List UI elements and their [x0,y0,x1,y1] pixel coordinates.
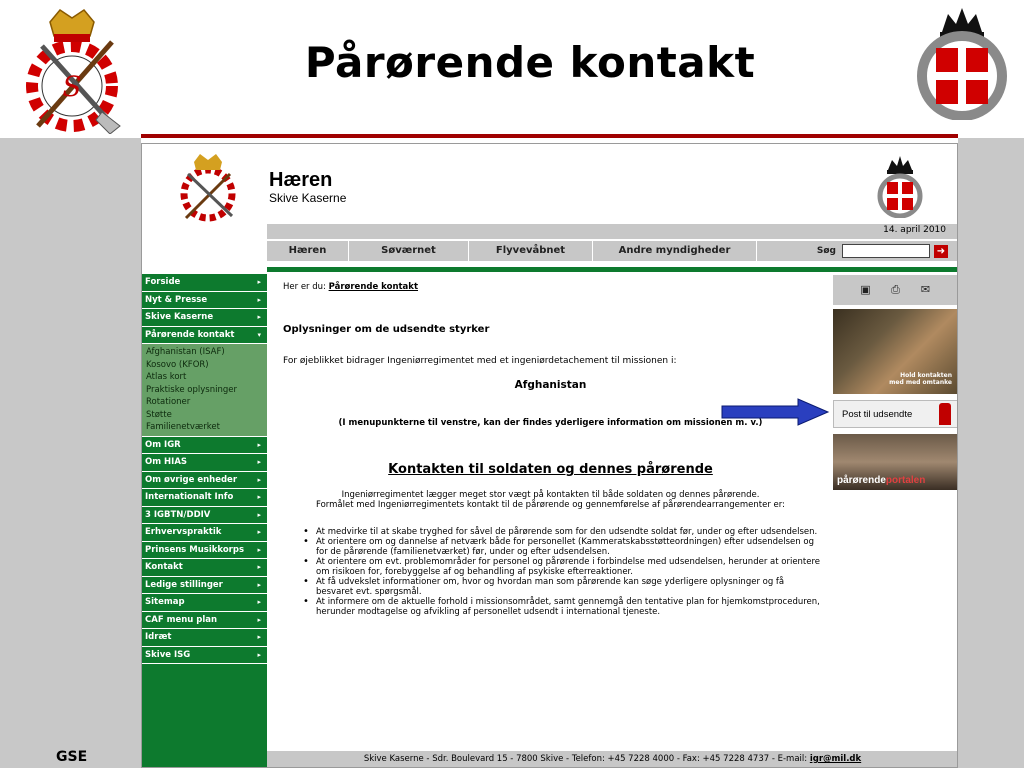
submenu-kosovo[interactable]: Kosovo (KFOR) [146,359,209,370]
arrow-right-icon: ▸ [257,633,261,642]
green-divider [267,267,958,272]
breadcrumb [283,282,418,292]
menu-kontakt[interactable] [142,559,267,577]
purpose-line-1: Ingeniørregimentet lægger meget stor vægt på kontakten til både soldaten og dennes pårørende. [341,490,760,500]
arrow-right-icon: ▸ [257,295,261,304]
breadcrumb-current-link[interactable]: Pårørende kontakt [328,282,419,292]
mail-icon[interactable]: ✉ [920,283,931,296]
danish-army-crown-logo [912,0,1012,120]
menu-paaroerende-kontakt[interactable] [142,327,267,345]
hold-kontakten-text [889,372,952,386]
footer-address: Skive Kaserne - Sdr. Boulevard 15 - 7800 Skive - Telefon: +45 7228 4000 - Fax: +45 7228 4737 - E-mail: [363,754,808,764]
mission-name: Afghanistan [514,379,587,391]
menu-label: Skive ISG [145,649,191,660]
nav-flyvevaabnet[interactable]: Flyvevåbnet [469,241,593,261]
menu-label: Internationalt Info [145,492,234,503]
current-date: 14. april 2010 [883,225,946,235]
bullet-item: • At få udvekslet informationer om, hvor og hvordan man som pårørende kan søge yderligere oplysninger og få besvaret evt. spørgsmål. [303,577,823,597]
menu-om-oevrige-enheder[interactable] [142,472,267,490]
intro-text: For øjeblikket bidrager Ingeniørregimentet med et ingeniørdetachement til missionen i: [283,356,677,366]
menu-3-igbtn-ddiv[interactable] [142,507,267,525]
menu-label: Pårørende kontakt [145,329,235,340]
site-brand-title: Hæren [269,169,333,191]
arrow-right-icon: ▸ [257,650,261,659]
menu-label: Kontakt [145,562,183,573]
post-label: Post til udsendte [842,408,913,420]
menu-label: Forside [145,277,181,288]
arrow-right-icon: ▸ [257,313,261,322]
breadcrumb-prefix: Her er du: [283,282,326,292]
slide-left-band [0,138,141,768]
section-heading: Oplysninger om de udsendte styrker [283,324,490,335]
menu-sitemap[interactable] [142,594,267,612]
arrow-right-icon: ▸ [257,580,261,589]
menu-label: Om øvrige enheder [145,474,238,485]
menu-skive-isg[interactable] [142,647,267,665]
svg-text:S: S [62,70,82,103]
purpose-text [283,490,818,510]
menu-om-hias[interactable] [142,454,267,472]
menu-ledige-stillinger[interactable] [142,577,267,595]
menu-skive-kaserne[interactable] [142,309,267,327]
arrow-right-icon: ▸ [257,458,261,467]
site-crest-logo [176,152,240,222]
search-input[interactable] [842,244,930,258]
menu-note: (I menupunkterne til venstre, kan der findes yderligere information om missionen m. v.) [338,418,763,428]
left-sidebar-menu [142,274,267,767]
arrow-right-icon: ▸ [257,440,261,449]
arrow-right-icon: ▸ [257,598,261,607]
paaroerendeportalen-banner[interactable] [833,434,958,490]
arrow-down-icon: ▾ [257,330,261,339]
hold-text-line-1: Hold kontakten [900,372,952,379]
nav-andre-myndigheder[interactable]: Andre myndigheder [593,241,757,261]
slide-title: Pårørende kontakt [304,38,756,87]
hold-kontakten-banner[interactable] [833,309,958,394]
portal-text [837,475,925,486]
menu-label: Prinsens Musikkorps [145,544,245,555]
site-brand-subtitle: Skive Kaserne [269,191,347,205]
slide-divider [141,134,958,138]
slide-footer-label: GSE [56,749,88,765]
search-area [757,241,958,261]
site-crown-logo [873,154,927,218]
website-screenshot [141,143,958,768]
contact-heading: Kontakten til soldaten og dennes pårørende [388,462,713,477]
bullet-item: • At medvirke til at skabe tryghed for såvel de pårørende som for den udsendte soldat før, under og efter udsendelsen. [303,527,823,537]
nav-haeren[interactable]: Hæren [267,241,349,261]
footer-email-link[interactable]: igr@mil.dk [809,754,862,764]
arrow-right-icon: ▸ [257,615,261,624]
submenu-praktiske-oplysninger[interactable]: Praktiske oplysninger [146,384,237,395]
arrow-right-icon [720,398,830,426]
nav-soevaernet[interactable]: Søværnet [349,241,469,261]
arrow-right-icon: ▸ [257,493,261,502]
submenu-rotationer[interactable]: Rotationer [146,397,191,407]
menu-label: 3 IGBTN/DDIV [145,509,211,520]
purpose-bullet-list [303,527,823,617]
arrow-right-icon: ▸ [257,563,261,572]
menu-label: Sitemap [145,597,185,608]
post-til-udsendte-link[interactable] [833,400,958,428]
regiment-crest-logo [20,4,130,134]
menu-label: Idræt [145,632,172,643]
bullet-item: • At informere om de aktuelle forhold i missionsområdet, samt gennemgå den tentative plan for hjemkomstproceduren, herunder modtagelse og afvikling af personellet udsendt i international tjeneste. [303,597,823,617]
print-icon[interactable]: ⎙ [891,283,900,296]
submenu-atlas-kort[interactable]: Atlas kort [146,372,187,382]
menu-om-igr[interactable] [142,437,267,455]
menu-forside[interactable] [142,274,267,292]
menu-label: Om IGR [145,439,181,450]
arrow-right-icon: ▸ [257,475,261,484]
submenu-familienetvaerket[interactable]: Familienetværket [146,422,220,432]
right-column [833,275,958,490]
mailbox-icon [939,403,951,425]
menu-nyt-presse[interactable] [142,292,267,310]
arrow-right-icon: ▸ [257,278,261,287]
menu-label: Skive Kaserne [145,312,214,323]
slide-right-band [958,138,1024,768]
menu-caf-menu-plan[interactable] [142,612,267,630]
menu-label: Ledige stillinger [145,579,223,590]
site-footer [267,751,958,767]
search-label: Søg [816,246,836,256]
hold-text-line-2: med med omtanke [889,379,952,386]
bullet-item: • At orientere om evt. problemområder for personel og pårørende i forbindelse med udsendelsen, herunder at orientere om risikoen for, forebyggelse af og behandling af psykiske efterreaktioner. [303,557,823,577]
page-tools [833,275,958,305]
arrow-right-icon: ▸ [257,510,261,519]
menu-idraet[interactable] [142,629,267,647]
menu-prinsens-musikkorps[interactable] [142,542,267,560]
submenu-paaroerende [142,344,267,437]
purpose-line-2: Formålet med Ingeniørregimentets kontakt til de pårørende og gennemførelse af pårørendearrangementer er: [316,500,785,510]
menu-label: Nyt & Presse [145,294,208,305]
menu-erhvervspraktik[interactable] [142,524,267,542]
menu-label: CAF menu plan [145,614,218,625]
search-go-button[interactable]: ➜ [934,245,948,258]
portal-text-b: portalen [885,475,926,486]
arrow-right-icon: ▸ [257,545,261,554]
portal-text-a: pårørende [837,475,886,486]
bullet-item: • At orientere om og dannelse af netværk både for personellet (Kammeratskabsstøtteordningen) efter udsendelsen og for de pårørende (familienetværket) før, under og efter udsendelsen. [303,537,823,557]
menu-internationalt-info[interactable] [142,489,267,507]
arrow-right-icon: ▸ [257,528,261,537]
submenu-stoette[interactable]: Støtte [146,409,172,420]
date-bar [267,224,958,239]
menu-label: Om HIAS [145,457,188,468]
site-brand[interactable] [269,170,346,205]
top-navigation [267,241,958,261]
submenu-afghanistan[interactable]: Afghanistan (ISAF) [146,347,225,357]
tip-icon[interactable]: ▣ [860,283,871,296]
menu-label: Erhvervspraktik [145,527,222,538]
